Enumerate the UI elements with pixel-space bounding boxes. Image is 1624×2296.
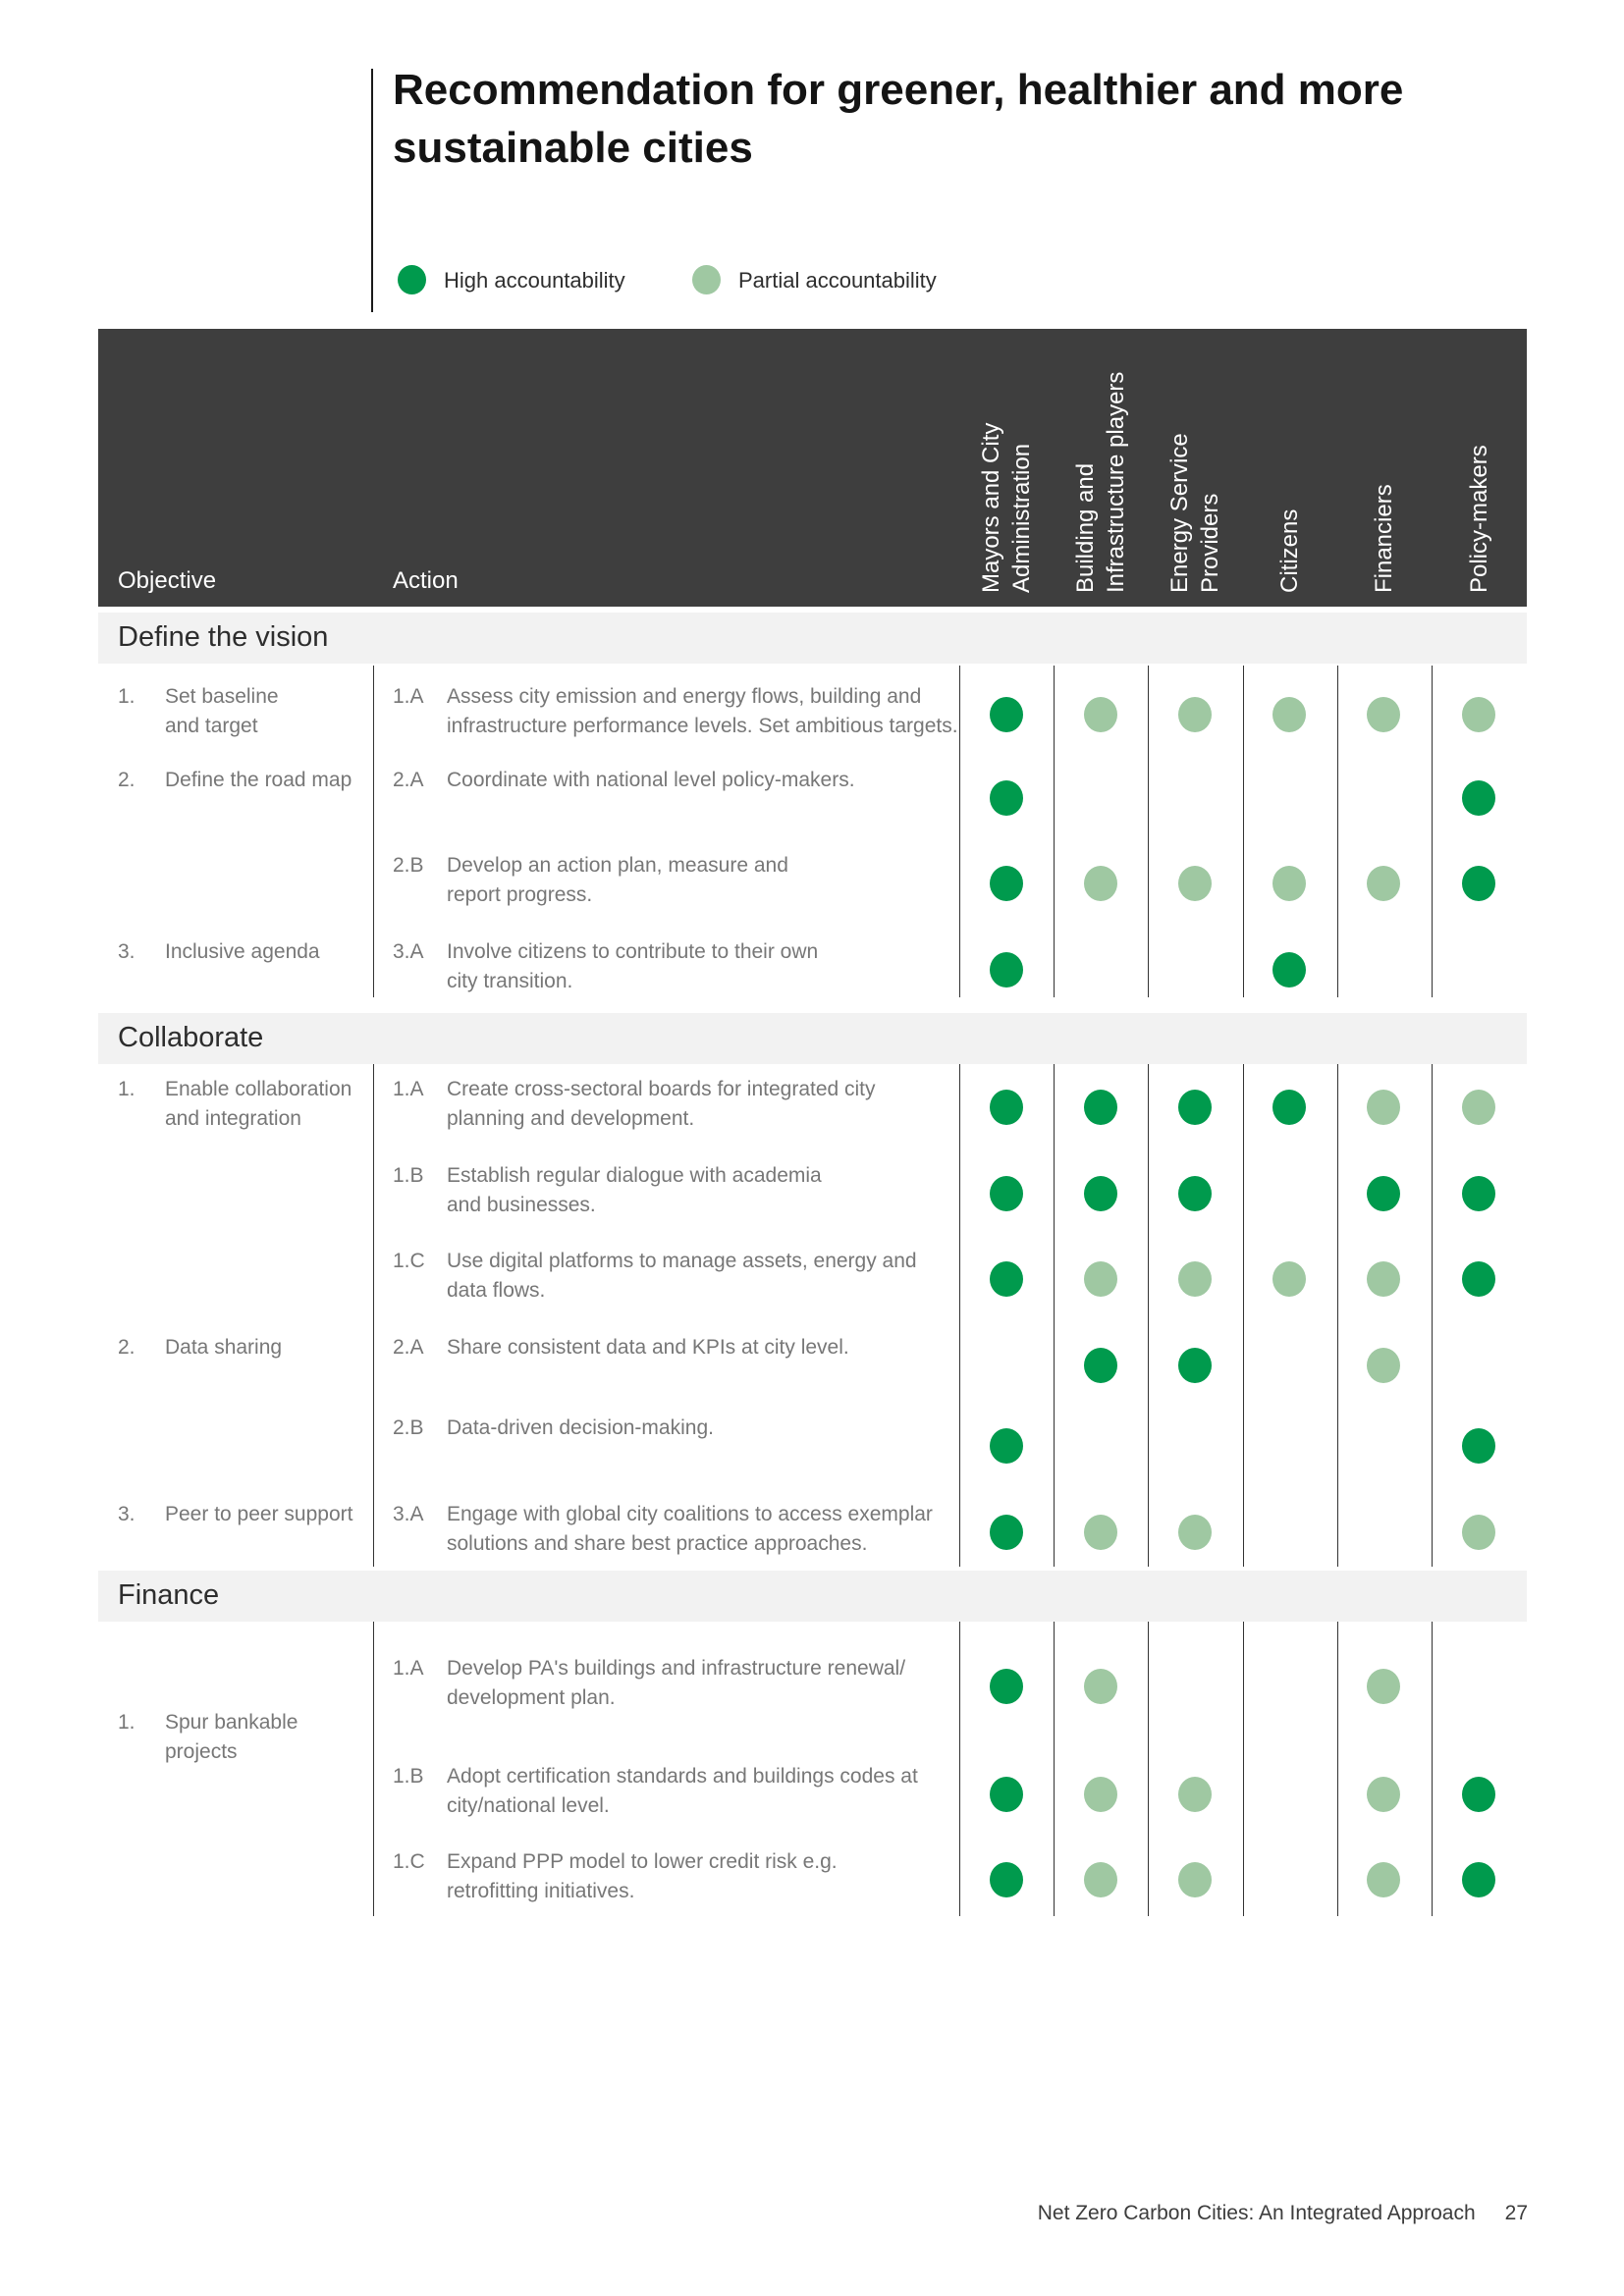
accountability-dot-partial [1084,1515,1117,1550]
objective-text: Inclusive agenda [165,940,320,963]
action-code: 3.A [393,1503,424,1525]
stakeholder-header-line: Infrastructure players [1103,371,1129,593]
action-text: Involve citizens to contribute to their own city transition. [447,940,819,992]
accountability-dot-high [1462,780,1495,816]
accountability-dot-partial [1367,866,1400,901]
accountability-dot-high [1462,1428,1495,1464]
action-text: Use digital platforms to manage assets, energy and data flows. [447,1250,917,1302]
accountability-dot-partial [1367,697,1400,732]
action-code: 1.B [393,1765,424,1788]
accountability-dot-high [1367,1176,1400,1211]
objective-text: Spur bankable projects [165,1711,298,1763]
objective-number: 1. [118,1711,135,1734]
column-divider [959,666,960,997]
action-code: 2.B [393,854,424,877]
accountability-dot-high [1084,1090,1117,1125]
accountability-dot-high [1462,1777,1495,1812]
column-divider [373,1064,374,1567]
column-divider [1243,666,1244,997]
action-code: 1.C [393,1250,425,1272]
stakeholder-header-line: Building and [1072,462,1099,593]
accountability-dot-partial [1367,1862,1400,1897]
column-divider [959,1622,960,1916]
action-text: Develop PA's buildings and infrastructure renewal/ development plan. [447,1657,906,1709]
accountability-dot-high [990,952,1023,988]
stakeholder-header-line: Mayors and City [978,422,1004,593]
accountability-dot-partial [1272,866,1306,901]
accountability-dot-high [990,866,1023,901]
accountability-dot-partial [1178,1777,1212,1812]
accountability-dot-partial [1462,1515,1495,1550]
column-divider [1148,1622,1149,1916]
objective-number: 2. [118,769,135,791]
accountability-dot-high [1272,952,1306,988]
objective-number: 1. [118,685,135,708]
action-code: 3.A [393,940,424,963]
stakeholder-header-line: Citizens [1275,508,1303,593]
accountability-dot-high [990,1261,1023,1297]
action-text: Expand PPP model to lower credit risk e.g. retrofitting initiatives. [447,1850,838,1902]
accountability-dot-partial [1367,1090,1400,1125]
section-title: Collaborate [118,1022,264,1053]
action-code: 1.A [393,685,424,708]
accountability-dot-partial [1084,697,1117,732]
legend-label-high: High accountability [444,268,625,293]
page-footer [1038,2202,1528,2225]
action-code: 2.A [393,769,424,791]
column-divider [1243,1622,1244,1916]
page-number: 27 [1504,2202,1528,2224]
accountability-dot-partial [1084,1777,1117,1812]
accountability-dot-high [990,1090,1023,1125]
column-divider [1337,666,1338,997]
objective-number: 3. [118,1503,135,1525]
action-text: Share consistent data and KPIs at city level. [447,1336,849,1359]
objective-text: Peer to peer support [165,1503,353,1525]
accountability-dot-high [990,1862,1023,1897]
stakeholder-header-line: Energy Service [1166,433,1193,593]
column-divider [373,666,374,997]
accountability-dot-high [990,697,1023,732]
objective-text: Enable collaboration and integration [165,1078,352,1130]
accountability-dot-partial [1084,1669,1117,1704]
accountability-dot-high [1272,1090,1306,1125]
column-divider [959,1064,960,1567]
accountability-dot-high [1084,1348,1117,1383]
accountability-dot-high [990,1515,1023,1550]
section-title: Finance [118,1579,220,1611]
action-code: 2.B [393,1416,424,1439]
accountability-dot-partial [1178,1261,1212,1297]
action-code: 1.A [393,1657,424,1680]
column-divider [1337,1064,1338,1567]
accountability-dot-partial [1367,1261,1400,1297]
accountability-dot-high [990,1777,1023,1812]
column-divider [1148,666,1149,997]
column-divider [1054,1622,1055,1916]
accountability-dot-partial [1367,1777,1400,1812]
stakeholder-header-line: Providers [1197,493,1223,593]
column-divider [1432,1622,1433,1916]
action-text: Engage with global city coalitions to access exemplar solutions and share best practice approaches. [447,1503,933,1555]
action-column-header: Action [393,567,459,594]
objective-number: 2. [118,1336,135,1359]
objective-text: Set baseline and target [165,685,279,737]
objective-column-header: Objective [118,567,217,594]
accountability-dot-high [990,1669,1023,1704]
column-divider [1432,1064,1433,1567]
accountability-dot-partial [1462,697,1495,732]
legend-label-partial: Partial accountability [738,268,937,293]
accountability-dot-partial [1462,1090,1495,1125]
column-divider [1243,1064,1244,1567]
accountability-dot-partial [1367,1348,1400,1383]
action-text: Create cross-sectoral boards for integrated city planning and development. [447,1078,876,1130]
accountability-dot-high [990,1428,1023,1464]
accountability-dot-partial [1178,697,1212,732]
objective-text: Define the road map [165,769,352,791]
objective-text: Data sharing [165,1336,283,1359]
action-code: 2.A [393,1336,424,1359]
accountability-dot-partial [1178,866,1212,901]
accountability-dot-partial [1178,1515,1212,1550]
stakeholder-header-line: Policy-makers [1465,445,1492,593]
accountability-dot-partial [1272,1261,1306,1297]
accountability-dot-high [1462,1862,1495,1897]
accountability-dot-high [1178,1348,1212,1383]
footer-title: Net Zero Carbon Cities: An Integrated Approach [1037,2202,1476,2224]
accountability-dot-partial [1084,1261,1117,1297]
accountability-dot-high [1084,1176,1117,1211]
objective-number: 3. [118,940,135,963]
action-text: Data-driven decision-making. [447,1416,714,1439]
column-divider [373,1622,374,1916]
action-text: Assess city emission and energy flows, building and infrastructure performance levels. Set ambitious targets. [447,685,958,737]
accountability-dot-high [990,780,1023,816]
section-band [98,613,1527,664]
section-band [98,1013,1527,1064]
action-text: Develop an action plan, measure and report progress. [447,854,788,906]
page-title: Recommendation for greener, healthier and more sustainable cities [393,66,1404,172]
column-divider [1148,1064,1149,1567]
accountability-dot-high [1462,1261,1495,1297]
action-text: Adopt certification standards and buildings codes at city/national level. [447,1765,918,1817]
stakeholder-header-line: Administration [1008,443,1035,593]
accountability-dot-high [1178,1176,1212,1211]
accountability-dot-partial [1272,697,1306,732]
action-text: Establish regular dialogue with academia and businesses. [447,1164,822,1216]
stakeholder-header-line: Financiers [1370,484,1397,593]
accountability-dot-partial [1178,1862,1212,1897]
accountability-dot-high [1178,1090,1212,1125]
column-divider [1432,666,1433,997]
accountability-dot-high [990,1176,1023,1211]
action-code: 1.C [393,1850,425,1873]
accountability-dot-high [1462,1176,1495,1211]
column-divider [1054,1064,1055,1567]
section-title: Define the vision [118,621,329,653]
action-code: 1.A [393,1078,424,1100]
column-divider [1337,1622,1338,1916]
section-band [98,1571,1527,1622]
accountability-dot-partial [1084,1862,1117,1897]
accountability-dot-partial [1367,1669,1400,1704]
action-code: 1.B [393,1164,424,1187]
accountability-dot-high [1462,866,1495,901]
column-divider [1054,666,1055,997]
action-text: Coordinate with national level policy-makers. [447,769,855,791]
accountability-dot-partial [1084,866,1117,901]
objective-number: 1. [118,1078,135,1100]
